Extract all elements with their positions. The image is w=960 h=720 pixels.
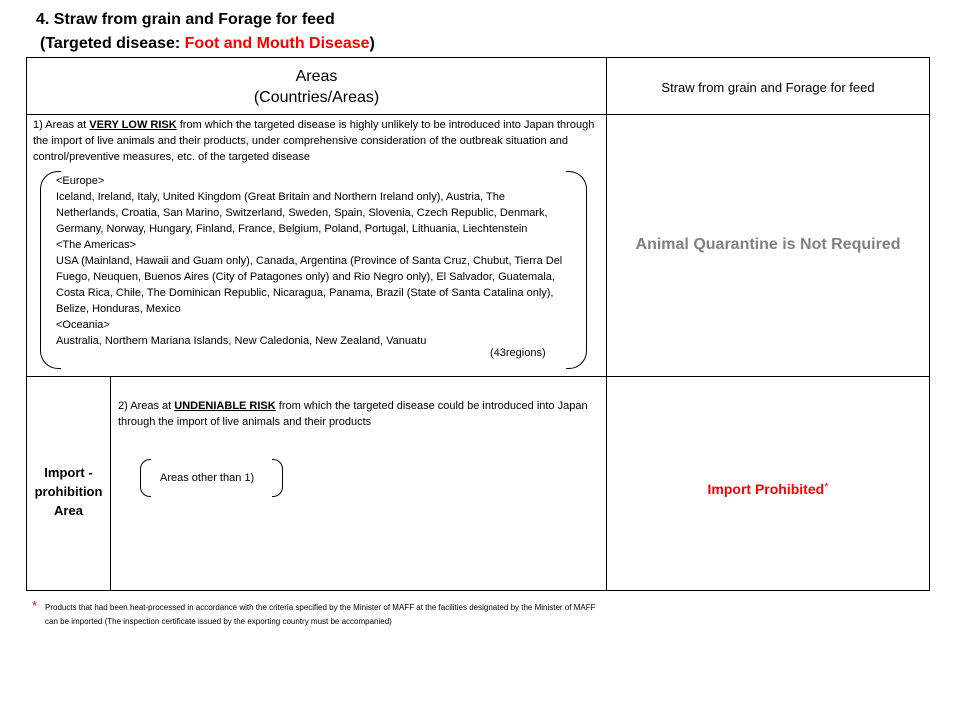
europe-heading: <Europe>: [56, 175, 105, 187]
header-areas: Areas (Countries/Areas): [253, 68, 380, 106]
europe-list: Iceland, Ireland, Italy, United Kingdom (Great Britain and Northern Ireland only), Austria, The Netherlands, Croatia, San Marino, Switzerland, Sweden, Spain, Slovenia, Czech Republic, Denmark, Germany, Norway, Hungary, Finland, France, Belgium, Poland, Portugal, Lithuania, Liechtenstein: [56, 191, 548, 235]
table-divider-col: [606, 57, 607, 591]
other-areas: Areas other than 1): [160, 472, 255, 484]
footnote: Products that had been heat-processed in accordance with the criteria specified by the Minister of MAFF at the facilities designated by the Minister of MAFF can be imported (The inspection certificate issued by the exporting country must be accompanied): [45, 603, 596, 626]
americas-heading: <The Americas>: [56, 239, 137, 251]
risk-label-undeniable: UNDENIABLE RISK: [174, 400, 276, 412]
oceania-list: Australia, Northern Mariana Islands, New Caledonia, New Zealand, Vanuatu: [56, 335, 427, 347]
page-subtitle: (Targeted disease: Foot and Mouth Disease): [40, 35, 375, 52]
page-title: 4. Straw from grain and Forage for feed: [36, 11, 335, 28]
result-asterisk: *: [824, 481, 829, 493]
bracket-right-small: [272, 459, 283, 497]
bracket-left-small: [140, 459, 151, 497]
table-divider-side: [110, 376, 111, 591]
table-border-header: [26, 114, 930, 115]
bracket-right: [566, 171, 587, 369]
section1-result: Animal Quarantine is Not Required: [635, 236, 901, 253]
table-border-bottom: [26, 590, 930, 591]
americas-list: USA (Mainland, Hawaii and Guam only), Canada, Argentina (Province of Santa Cruz, Chubut, Tierra Del Fuego, Neuquen, Buenos Aires (City of Patagones only) and Rio Negro only), El Salvador, Guatemala, Costa Rica, Chile, The Dominican Republic, Nicaragua, Panama, Brazil (State of Santa Catalina only), Belize, Honduras, Mexico: [56, 255, 563, 315]
table-border-mid: [26, 376, 930, 377]
oceania-heading: <Oceania>: [56, 319, 110, 331]
section2-description: 2) Areas at UNDENIABLE RISK from which the targeted disease could be introduced into Japan through the import of live animals and their products: [118, 400, 588, 428]
footnote-asterisk: *: [32, 598, 38, 613]
table-border-top: [26, 57, 930, 58]
table-border-right: [929, 57, 930, 591]
header-product: Straw from grain and Forage for feed: [661, 80, 875, 95]
import-prohibition-label: Import - prohibition Area: [34, 465, 103, 518]
risk-label-very-low: VERY LOW RISK: [89, 119, 177, 131]
disease-name: Foot and Mouth Disease: [184, 35, 370, 52]
country-list: [56, 173, 568, 349]
section2-result: Import Prohibited*: [707, 481, 829, 497]
region-count: (43regions): [490, 347, 546, 359]
section1-description: 1) Areas at VERY LOW RISK from which the targeted disease is highly unlikely to be introduced into Japan through the import of live animals and their products, under comprehensive consideration of the outbreak situation and control/preventive measures, etc. of the targeted disease: [33, 119, 595, 163]
